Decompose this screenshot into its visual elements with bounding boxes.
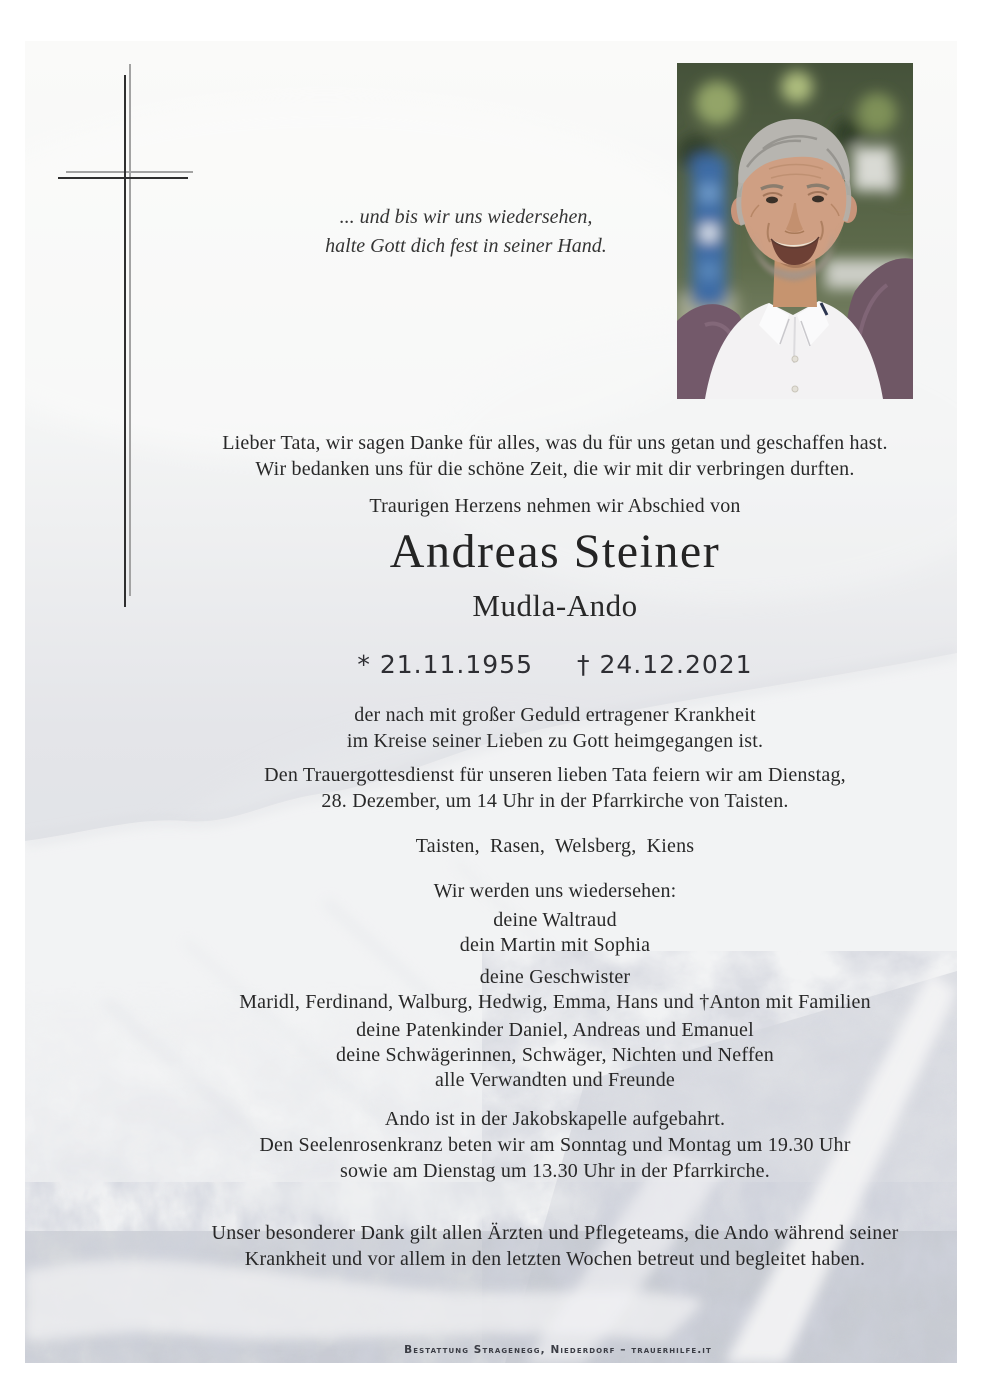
service-paragraph [128,762,982,814]
wake-line: Ando ist in der Jakobskapelle aufgebahrt. [384,1108,726,1130]
thanks-paragraph [128,1220,982,1272]
cross-vertical-dark [124,75,126,607]
mourner-line: deine Patenkinder Daniel, Andreas und Emanuel [356,1019,754,1041]
mourners-list [128,908,982,1093]
illness-line: der nach mit großer Geduld ertragener Krankheit [354,704,756,726]
intro-line: Wir bedanken uns für die schöne Zeit, die wir mit dir verbringen durften. [255,458,855,480]
birth-date: * 21.11.1955 [357,650,533,679]
thanks-line: Krankheit und vor allem in den letzten Wochen betreut und begleitet haben. [244,1248,866,1270]
funeral-home-footer: Bestattung Stragenegg, Niederdorf – trauerhilfe.it [404,1344,712,1356]
life-dates [128,650,982,680]
deceased-nickname: Mudla-Ando [472,588,638,623]
illness-line: im Kreise seiner Lieben zu Gott heimgegangen ist. [346,730,764,752]
mourner-line: deine Schwägerinnen, Schwäger, Nichten und Neffen [336,1044,774,1066]
wake-line: Den Seelenrosenkranz beten wir am Sonntag und Montag um 19.30 Uhr [259,1134,851,1156]
mourner-line: Maridl, Ferdinand, Walburg, Hedwig, Emma, Hans und †Anton mit Familien [239,991,871,1013]
thanks-line: Unser besonderer Dank gilt allen Ärzten und Pflegeteams, die Ando während seiner [211,1222,899,1244]
cross-horizontal-light [66,171,193,173]
places-line: Taisten, Rasen, Welsberg, Kiens [415,835,695,857]
wake-line: sowie am Dienstag um 13.30 Uhr in der Pfarrkirche. [340,1160,770,1182]
illness-paragraph [128,702,982,754]
memorial-quote [0,203,932,261]
intro-line: Lieber Tata, wir sagen Danke für alles, was du für uns getan und geschaffen hast. [222,432,888,454]
cross-horizontal-dark [58,177,188,179]
intro-paragraph [128,430,982,482]
wake-paragraph [128,1106,982,1184]
mourner-line: deine Waltraud [493,909,617,931]
deceased-name: Andreas Steiner [389,525,721,578]
mourner-line: alle Verwandten und Freunde [435,1069,675,1091]
service-line: Den Trauergottesdienst für unseren lieben Tata feiern wir am Dienstag, [264,764,846,786]
reunion-header: Wir werden uns wiedersehen: [433,880,677,902]
death-date: † 24.12.2021 [577,650,753,679]
mourner-line: dein Martin mit Sophia [459,934,651,956]
service-line: 28. Dezember, um 14 Uhr in der Pfarrkirche von Taisten. [321,790,789,812]
quote-line: halte Gott dich fest in seiner Hand. [325,235,607,257]
quote-line: ... und bis wir uns wiedersehen, [339,206,593,228]
farewell-line: Traurigen Herzens nehmen wir Abschied von [369,495,741,517]
mourner-line: deine Geschwister [479,966,631,988]
